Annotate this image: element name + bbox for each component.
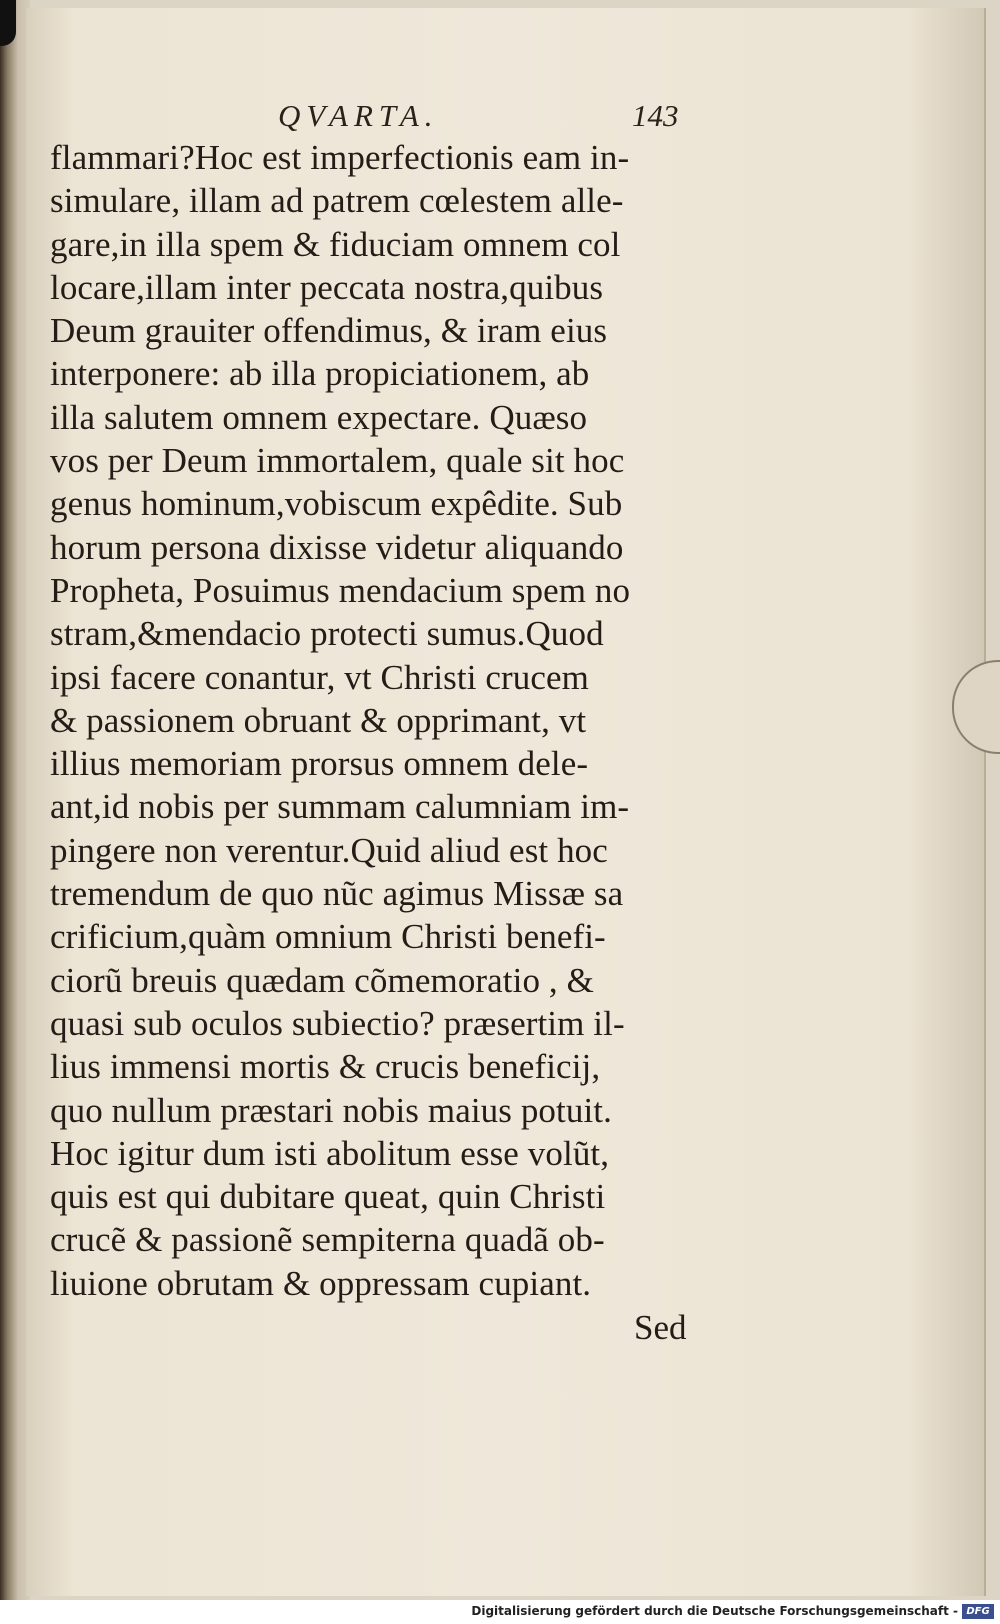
catchword: Sed xyxy=(634,1308,687,1347)
running-head: QVARTA. xyxy=(278,98,439,133)
text-line: gare,in illa spem & fiduciam omnem col xyxy=(50,224,621,264)
text-line: vos per Deum immortalem, quale sit hoc xyxy=(50,441,625,481)
text-line: genus hominum,vobiscum expêdite. Sub xyxy=(50,484,623,524)
text-line: & passionem obruant & opprimant, vt xyxy=(50,700,587,740)
digitization-footer xyxy=(0,1600,1000,1624)
text-line: Propheta, Posuimus mendacium spem no xyxy=(50,570,631,610)
text-line: Hoc igitur dum isti abolitum esse volũt, xyxy=(50,1133,610,1173)
text-line: interponere: ab illa propiciationem, ab xyxy=(50,354,590,394)
scan-corner-shadow xyxy=(0,0,16,46)
text-line: illius memoriam prorsus omnem dele- xyxy=(50,744,589,784)
text-line: ipsi facere conantur, vt Christi crucem xyxy=(50,657,589,697)
body-text xyxy=(50,136,710,1305)
text-line: tremendum de quo nũc agimus Missæ sa xyxy=(50,874,624,914)
text-line: simulare, illam ad patrem cœlestem alle- xyxy=(50,181,624,221)
text-line: illa salutem omnem expectare. Quæso xyxy=(50,397,588,437)
text-line: horum persona dixisse videtur aliquando xyxy=(50,527,624,567)
text-line: liuione obrutam & oppressam cupiant. xyxy=(50,1263,592,1303)
text-line: ciorũ breuis quædam cõmemoratio , & xyxy=(50,960,594,1000)
text-line: ant,id nobis per summam calumniam im- xyxy=(50,787,630,827)
text-line: stram,&mendacio protecti sumus.Quod xyxy=(50,614,604,654)
page-number: 143 xyxy=(632,98,679,133)
text-line: pingere non verentur.Quid aliud est hoc xyxy=(50,830,608,870)
text-line: crucẽ & passionẽ sempiterna quadã ob- xyxy=(50,1220,605,1260)
text-line: Deum grauiter offendimus, & iram eius xyxy=(50,311,608,351)
text-line: locare,illam inter peccata nostra,quibus xyxy=(50,267,604,307)
text-line: lius immensi mortis & crucis beneficij, xyxy=(50,1047,601,1087)
text-line: quo nullum præstari nobis maius potuit. xyxy=(50,1090,612,1130)
text-line: quasi sub oculos subiectio? præsertim il- xyxy=(50,1003,625,1043)
text-line: flammari?Hoc est imperfectionis eam in- xyxy=(50,138,630,177)
text-line: quis est qui dubitare queat, quin Christi xyxy=(50,1177,606,1217)
text-line: crificium,quàm omnium Christi benefi- xyxy=(50,917,606,957)
dfg-logo-icon: DFG xyxy=(962,1604,994,1619)
funding-credit: Digitalisierung gefördert durch die Deutsche Forschungsgemeinschaft - xyxy=(471,1604,958,1618)
